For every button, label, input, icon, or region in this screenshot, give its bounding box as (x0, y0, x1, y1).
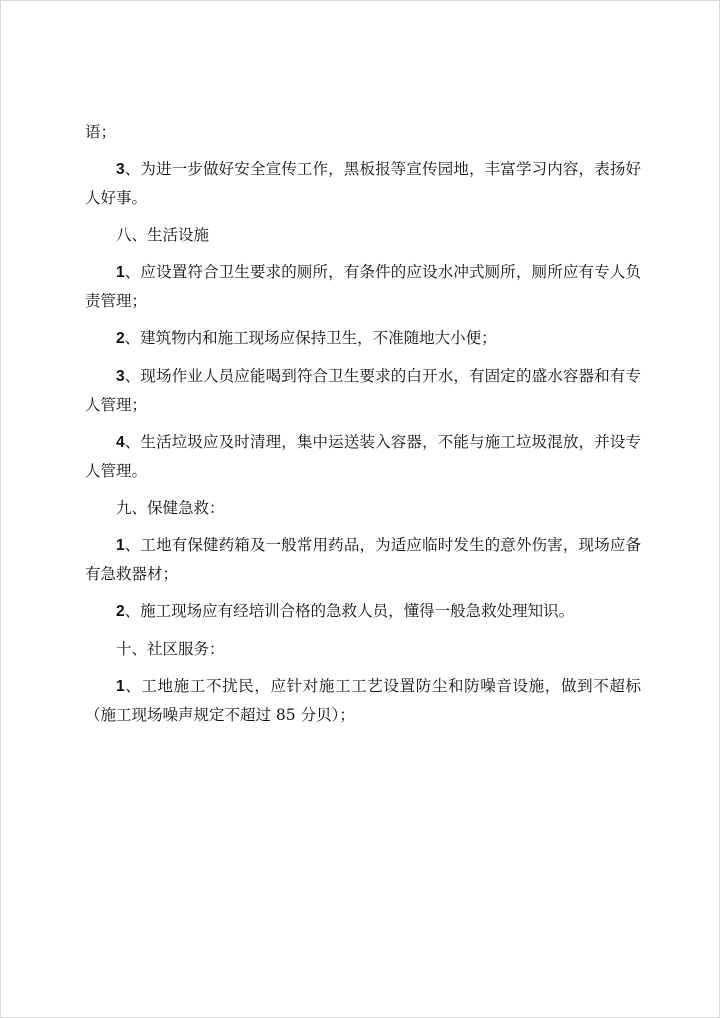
item-text: 、生活垃圾应及时清理，集中运送装入容器，不能与施工垃圾混放，并设专人管理。 (85, 433, 641, 480)
item-text: 、施工现场应有经培训合格的急救人员，懂得一般急救处理知识。 (124, 602, 575, 620)
document-body (85, 118, 641, 729)
paragraph-item-3-propaganda (85, 155, 641, 212)
paragraph-item-3-drinking-water (85, 362, 641, 419)
paragraph-item-1-toilets (85, 258, 641, 315)
item-number: 2 (116, 603, 125, 620)
item-number: 3 (116, 368, 125, 385)
item-number: 1 (116, 537, 125, 554)
item-number: 1 (116, 678, 125, 695)
item-number: 1 (116, 264, 125, 281)
section-heading-community-service: 十、社区服务： (116, 640, 225, 658)
paragraph-item-2-hygiene (85, 324, 641, 353)
paragraph-item-2-first-aid-staff (85, 597, 641, 626)
item-text: 、现场作业人员应能喝到符合卫生要求的白开水，有固定的盛水容器和有专人管理； (85, 367, 641, 414)
item-text: 、应设置符合卫生要求的厕所，有条件的应设水冲式厕所，厕所应有专人负责管理； (85, 263, 641, 310)
item-text: 、工地施工不扰民，应针对施工工艺设置防尘和防噪音设施，做到不超标（施工现场噪声规定不超过 85 分贝）； (85, 677, 641, 724)
item-number: 2 (116, 330, 125, 347)
paragraph-item-4-garbage (85, 428, 641, 485)
paragraph-continuation: 语； (85, 123, 117, 141)
item-text: 、为进一步做好安全宣传工作，黑板报等宣传园地，丰富学习内容，表扬好人好事。 (85, 160, 641, 207)
paragraph-item-1-medicine-kit (85, 531, 641, 588)
section-heading-first-aid: 九、保健急救： (116, 499, 225, 517)
section-heading-living-facilities: 八、生活设施 (116, 226, 210, 244)
item-text: 、工地有保健药箱及一般常用药品，为适应临时发生的意外伤害，现场应备有急救器材； (85, 536, 641, 583)
item-number: 4 (116, 434, 125, 451)
paragraph-item-1-noise-control (85, 672, 641, 729)
item-text: 、建筑物内和施工现场应保持卫生，不准随地大小便； (124, 329, 497, 347)
item-number: 3 (116, 161, 125, 178)
